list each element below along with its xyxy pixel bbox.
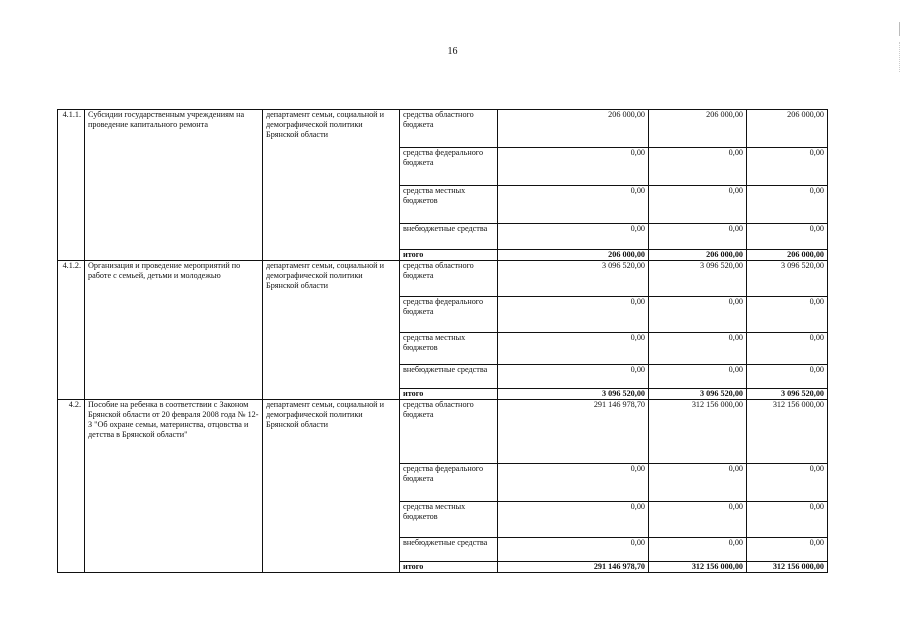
amount-year-1: 0,00 — [498, 297, 649, 333]
amount-year-3: 0,00 — [747, 502, 828, 538]
amount-year-3: 0,00 — [747, 224, 828, 250]
funding-source: внебюджетные средства — [400, 365, 498, 389]
funding-source: средства федерального бюджета — [400, 464, 498, 502]
amount-year-3: 0,00 — [747, 186, 828, 224]
funding-source: средства областного бюджета — [400, 261, 498, 297]
amount-year-2: 0,00 — [649, 464, 747, 502]
item-executor: департамент семьи, социальной и демографической политики Брянской области — [263, 261, 400, 400]
total-year-1: 3 096 520,00 — [498, 389, 649, 400]
amount-year-2: 0,00 — [649, 333, 747, 365]
amount-year-3: 0,00 — [747, 333, 828, 365]
amount-year-2: 0,00 — [649, 148, 747, 186]
amount-year-3: 0,00 — [747, 148, 828, 186]
item-code: 4.1.1. — [58, 110, 85, 261]
page-number: 16 — [447, 46, 458, 57]
amount-year-1: 0,00 — [498, 224, 649, 250]
funding-source: средства областного бюджета — [400, 110, 498, 148]
amount-year-2: 3 096 520,00 — [649, 261, 747, 297]
scan-edge-dots — [898, 42, 900, 72]
table-row — [58, 400, 828, 464]
amount-year-1: 3 096 520,00 — [498, 261, 649, 297]
amount-year-2: 312 156 000,00 — [649, 400, 747, 464]
budget-table — [57, 109, 828, 573]
amount-year-1: 0,00 — [498, 333, 649, 365]
total-year-2: 3 096 520,00 — [649, 389, 747, 400]
funding-source: внебюджетные средства — [400, 224, 498, 250]
total-year-3: 312 156 000,00 — [747, 562, 828, 573]
amount-year-2: 0,00 — [649, 365, 747, 389]
funding-source: средства местных бюджетов — [400, 333, 498, 365]
amount-year-2: 0,00 — [649, 297, 747, 333]
table-row — [58, 261, 828, 297]
total-year-1: 206 000,00 — [498, 250, 649, 261]
amount-year-3: 3 096 520,00 — [747, 261, 828, 297]
amount-year-3: 0,00 — [747, 464, 828, 502]
amount-year-1: 0,00 — [498, 186, 649, 224]
total-year-1: 291 146 978,70 — [498, 562, 649, 573]
amount-year-2: 0,00 — [649, 224, 747, 250]
item-title: Пособие на ребенка в соответствии с Законом Брянской области от 20 февраля 2008 года № 12-З "Об охране семьи, материнства, отцовства и детства в Брянской области" — [85, 400, 263, 573]
total-year-3: 3 096 520,00 — [747, 389, 828, 400]
item-executor: департамент семьи, социальной и демографической политики Брянской области — [263, 400, 400, 573]
funding-source: средства областного бюджета — [400, 400, 498, 464]
item-code: 4.2. — [58, 400, 85, 573]
amount-year-2: 0,00 — [649, 538, 747, 562]
amount-year-3: 312 156 000,00 — [747, 400, 828, 464]
amount-year-3: 0,00 — [747, 297, 828, 333]
funding-source: средства федерального бюджета — [400, 148, 498, 186]
funding-source: внебюджетные средства — [400, 538, 498, 562]
amount-year-1: 206 000,00 — [498, 110, 649, 148]
amount-year-2: 206 000,00 — [649, 110, 747, 148]
scan-edge-mark — [899, 22, 900, 36]
total-label: итого — [400, 250, 498, 261]
total-year-2: 206 000,00 — [649, 250, 747, 261]
amount-year-1: 0,00 — [498, 148, 649, 186]
amount-year-3: 206 000,00 — [747, 110, 828, 148]
funding-source: средства местных бюджетов — [400, 502, 498, 538]
amount-year-1: 0,00 — [498, 502, 649, 538]
amount-year-2: 0,00 — [649, 186, 747, 224]
item-title: Организация и проведение мероприятий по работе с семьей, детьми и молодежью — [85, 261, 263, 400]
item-executor: департамент семьи, социальной и демографической политики Брянской области — [263, 110, 400, 261]
amount-year-1: 0,00 — [498, 538, 649, 562]
funding-source: средства местных бюджетов — [400, 186, 498, 224]
amount-year-1: 291 146 978,70 — [498, 400, 649, 464]
total-label: итого — [400, 562, 498, 573]
total-year-3: 206 000,00 — [747, 250, 828, 261]
amount-year-1: 0,00 — [498, 464, 649, 502]
item-code: 4.1.2. — [58, 261, 85, 400]
total-label: итого — [400, 389, 498, 400]
amount-year-2: 0,00 — [649, 502, 747, 538]
total-year-2: 312 156 000,00 — [649, 562, 747, 573]
funding-source: средства федерального бюджета — [400, 297, 498, 333]
table-row — [58, 110, 828, 148]
item-title: Субсидии государственным учреждениям на проведение капитального ремонта — [85, 110, 263, 261]
amount-year-3: 0,00 — [747, 365, 828, 389]
amount-year-1: 0,00 — [498, 365, 649, 389]
amount-year-3: 0,00 — [747, 538, 828, 562]
